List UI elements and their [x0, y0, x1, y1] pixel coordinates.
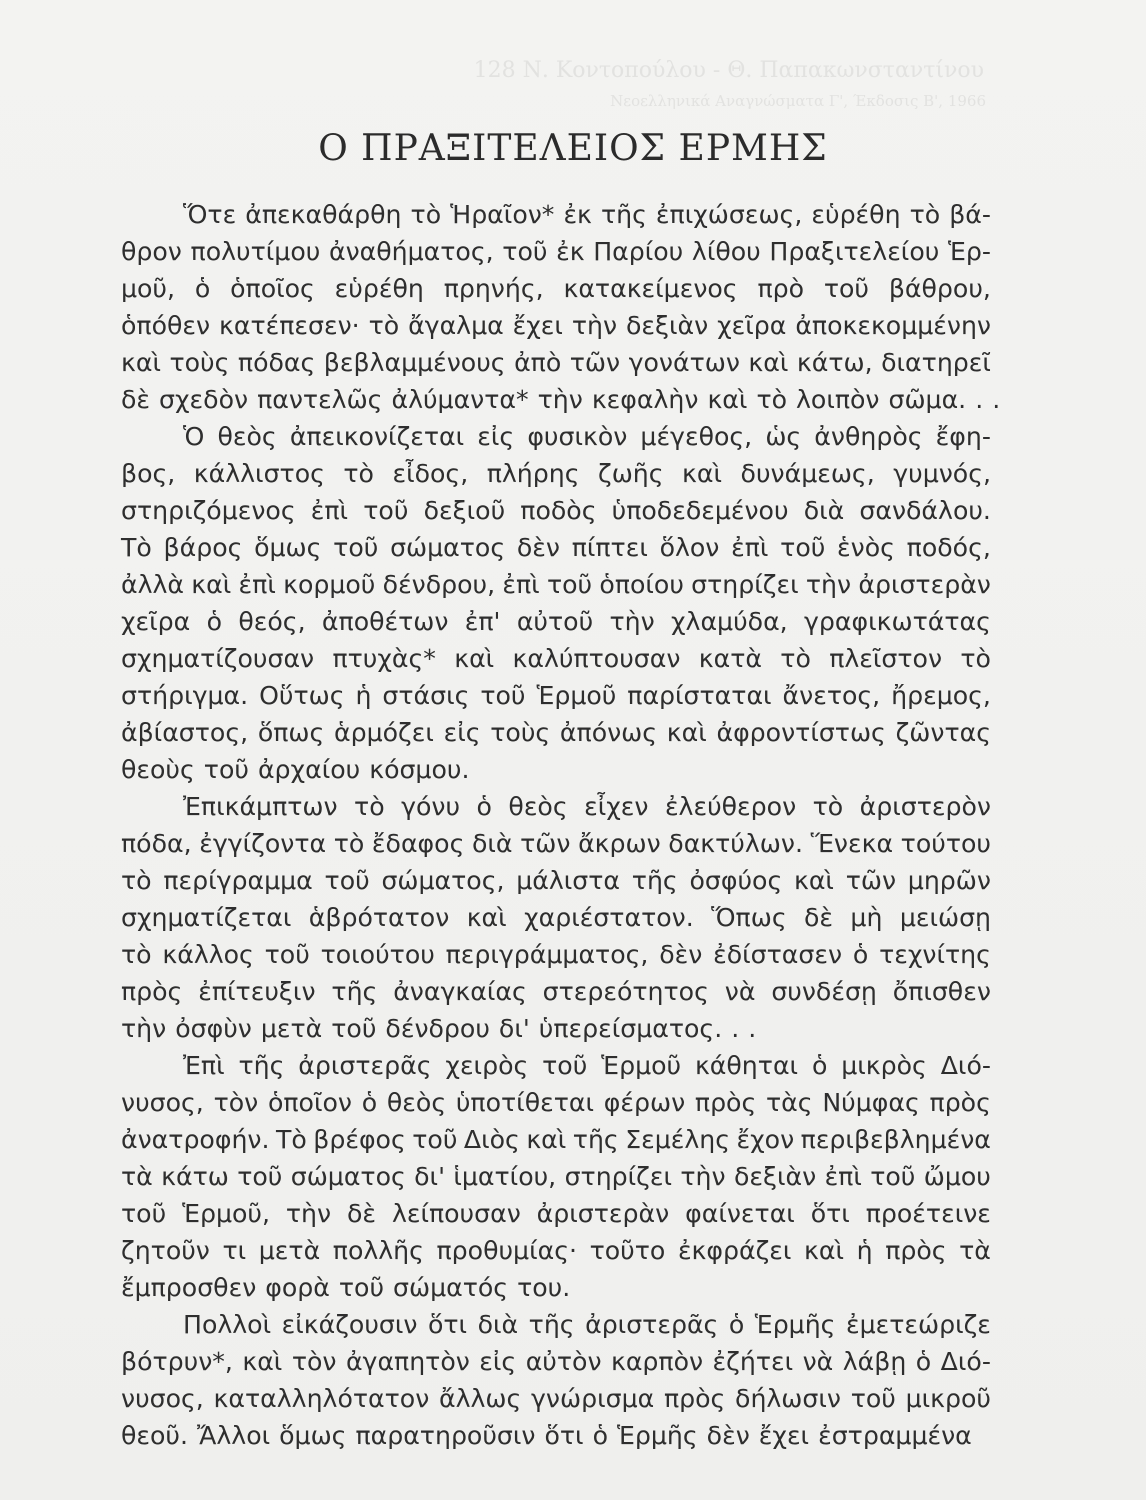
text-line: μοῦ, ὁ ὁποῖος εὑρέθη πρηνής, κατακείμενος πρὸ τοῦ βάθρου,: [121, 274, 991, 303]
text-line: τὴν ὀσφὺν μετὰ τοῦ δένδρου δι' ὑπερείσματος. . .: [121, 1014, 757, 1043]
text-line: νυσος, τὸν ὁποῖον ὁ θεὸς ὑποτίθεται φέρων πρὸς τὰς Νύμφας πρὸς: [121, 1088, 991, 1117]
text-line: τὰ κάτω τοῦ σώματος δι' ἱματίου, στηρίζει τὴν δεξιὰν ἐπὶ τοῦ ὤμου: [121, 1162, 991, 1191]
text-line: δὲ σχεδὸν παντελῶς ἀλύμαντα* τὴν κεφαλὴν καὶ τὸ λοιπὸν σῶμα. . .: [121, 385, 1001, 414]
text-line: τοῦ Ἑρμοῦ, τὴν δὲ λείπουσαν ἀριστερὰν φαίνεται ὅτι προέτεινε: [121, 1199, 991, 1228]
text-line: θρον πολυτίμου ἀναθήματος, τοῦ ἐκ Παρίου λίθου Πραξιτελείου Ἑρ-: [121, 237, 991, 266]
text-line: Πολλοὶ εἰκάζουσιν ὅτι διὰ τῆς ἀριστερᾶς ὁ Ἑρμῆς ἐμετεώριζε: [183, 1310, 991, 1339]
paragraph: [121, 196, 1001, 418]
text-line: πόδα, ἐγγίζοντα τὸ ἔδαφος διὰ τῶν ἄκρων δακτύλων. Ἕνεκα τούτου: [121, 829, 991, 858]
text-line: χεῖρα ὁ θεός, ἀποθέτων ἐπ' αὐτοῦ τὴν χλαμύδα, γραφικωτάτας: [121, 607, 991, 636]
paragraph: [121, 418, 991, 788]
text-line: ζητοῦν τι μετὰ πολλῆς προθυμίας· τοῦτο ἐκφράζει καὶ ἡ πρὸς τὰ: [121, 1236, 991, 1265]
paragraph: [121, 1306, 991, 1454]
paragraph: [121, 788, 991, 1047]
text-line: νυσος, καταλληλότατον ἄλλως γνώρισμα πρὸς δήλωσιν τοῦ μικροῦ: [121, 1384, 991, 1413]
text-line: Ὁ θεὸς ἀπεικονίζεται εἰς φυσικὸν μέγεθος, ὡς ἀνθηρὸς ἔφη-: [183, 422, 991, 451]
text-line: ἀλλὰ καὶ ἐπὶ κορμοῦ δένδρου, ἐπὶ τοῦ ὁποίου στηρίζει τὴν ἀριστερὰν: [121, 570, 991, 599]
text-line: Τὸ βάρος ὅμως τοῦ σώματος δὲν πίπτει ὅλον ἐπὶ τοῦ ἑνὸς ποδός,: [121, 533, 991, 562]
text-line: σχηματίζεται ἁβρότατον καὶ χαριέστατον. Ὅπως δὲ μὴ μειώσῃ: [121, 903, 991, 932]
text-line: τὸ περίγραμμα τοῦ σώματος, μάλιστα τῆς ὀσφύος καὶ τῶν μηρῶν: [121, 866, 991, 895]
text-line: τὸ κάλλος τοῦ τοιούτου περιγράμματος, δὲν ἐδίστασεν ὁ τεχνίτης: [121, 940, 991, 969]
text-line: ἀνατροφήν. Τὸ βρέφος τοῦ Διὸς καὶ τῆς Σεμέλης ἔχον περιβεβλημένα: [121, 1125, 991, 1154]
bleed-through-header: 128 Ν. Κοντοπούλου - Θ. Παπακωνσταντίνου: [473, 58, 984, 83]
text-line: ἔμπροσθεν φορὰ τοῦ σώματός του.: [121, 1273, 571, 1302]
text-line: θεοὺς τοῦ ἀρχαίου κόσμου.: [121, 755, 470, 784]
text-line: στηριζόμενος ἐπὶ τοῦ δεξιοῦ ποδὸς ὑποδεδεμένου διὰ σανδάλου.: [121, 496, 991, 525]
page-title: Ο ΠΡΑΞΙΤΕΛΕΙΟΣ ΕΡΜΗΣ: [318, 128, 828, 169]
text-line: στήριγμα. Οὕτως ἡ στάσις τοῦ Ἑρμοῦ παρίσταται ἄνετος, ἤρεμος,: [121, 681, 991, 710]
text-line: πρὸς ἐπίτευξιν τῆς ἀναγκαίας στερεότητος νὰ συνδέσῃ ὄπισθεν: [121, 977, 991, 1006]
text-line: Ἐπικάμπτων τὸ γόνυ ὁ θεὸς εἶχεν ἐλεύθερον τὸ ἀριστερὸν: [183, 792, 991, 821]
text-line: ἀβίαστος, ὅπως ἁρμόζει εἰς τοὺς ἀπόνως καὶ ἀφροντίστως ζῶντας: [121, 718, 991, 747]
bleed-through-subheader: Νεοελληνικά Αναγνώσματα Γ', Έκδοσις Β', 1966: [610, 92, 986, 110]
paragraph: [121, 1047, 991, 1306]
text-line: βος, κάλλιστος τὸ εἶδος, πλήρης ζωῆς καὶ δυνάμεως, γυμνός,: [121, 459, 991, 488]
text-line: καὶ τοὺς πόδας βεβλαμμένους ἀπὸ τῶν γονάτων καὶ κάτω, διατηρεῖ: [121, 348, 991, 377]
text-line: ὁπόθεν κατέπεσεν· τὸ ἄγαλμα ἔχει τὴν δεξιὰν χεῖρα ἀποκεκομμένην: [121, 311, 991, 340]
text-line: θεοῦ. Ἄλλοι ὅμως παρατηροῦσιν ὅτι ὁ Ἑρμῆς δὲν ἔχει ἐστραμμένα: [121, 1421, 972, 1450]
text-line: βότρυν*, καὶ τὸν ἀγαπητὸν εἰς αὐτὸν καρπὸν ἐζήτει νὰ λάβῃ ὁ Διό-: [121, 1347, 991, 1376]
body-text: [121, 196, 1001, 1454]
text-line: Ἐπὶ τῆς ἀριστερᾶς χειρὸς τοῦ Ἑρμοῦ κάθηται ὁ μικρὸς Διό-: [183, 1051, 991, 1080]
text-line: σχηματίζουσαν πτυχὰς* καὶ καλύπτουσαν κατὰ τὸ πλεῖστον τὸ: [121, 644, 991, 673]
text-line: Ὅτε ἀπεκαθάρθη τὸ Ἡραῖον* ἐκ τῆς ἐπιχώσεως, εὑρέθη τὸ βά-: [183, 200, 991, 229]
